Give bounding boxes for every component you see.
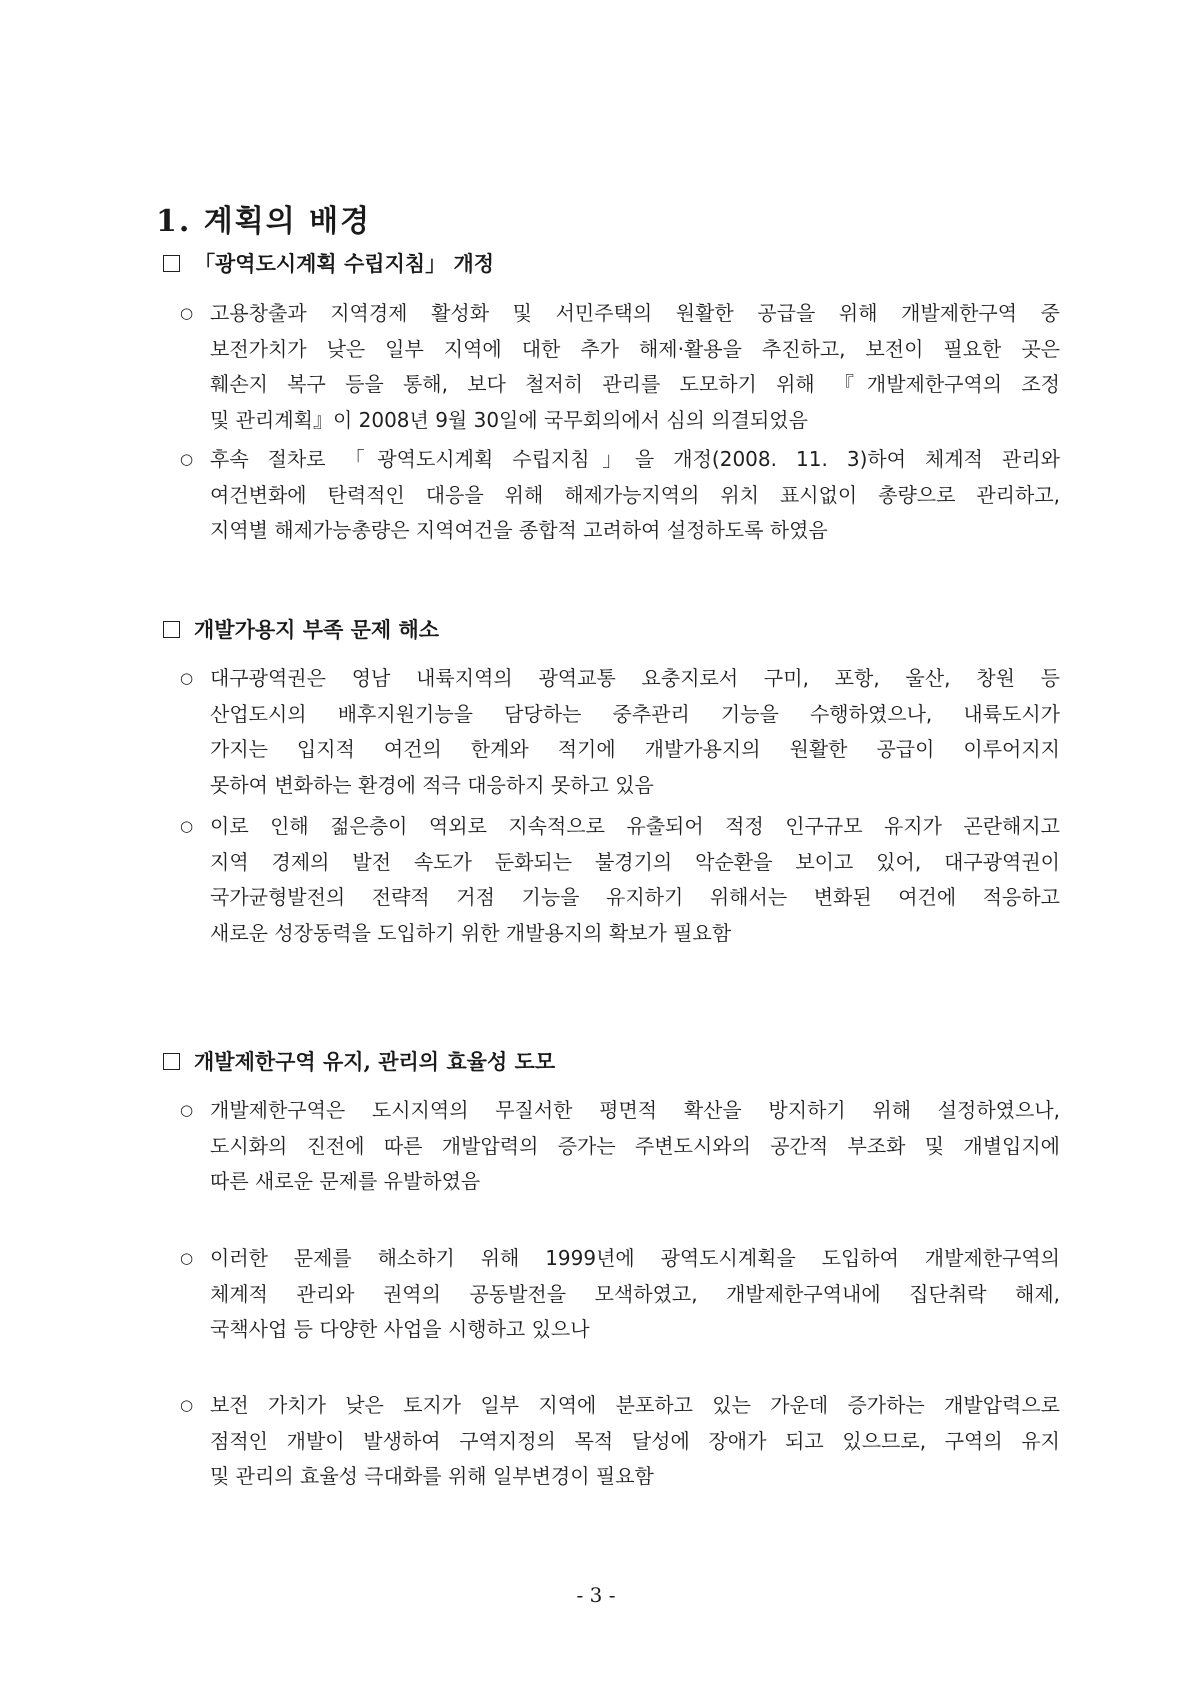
paragraph-line: 훼손지 복구 등을 통해, 보다 철저히 관리를 도모하기 위해 『개발제한구역의 조정 bbox=[210, 372, 1060, 396]
bullet-circle-icon: ○ bbox=[180, 1396, 194, 1414]
chapter-title: 1. 계획의 배경 bbox=[156, 204, 372, 239]
paragraph bbox=[180, 442, 1060, 549]
bullet-circle-icon: ○ bbox=[180, 669, 194, 687]
checkbox-square-icon bbox=[163, 255, 180, 272]
paragraph-line: 보전가치가 낮은 일부 지역에 대한 추가 해제·활용을 추진하고, 보전이 필요한 곳은 bbox=[210, 336, 1060, 361]
section-heading-text: 개발가용지 부족 문제 해소 bbox=[194, 617, 440, 642]
section-heading-efficiency bbox=[163, 1046, 555, 1076]
paragraph-line: 및 관리의 효율성 극대화를 위해 일부변경이 필요함 bbox=[210, 1464, 654, 1488]
paragraph-line: 보전 가치가 낮은 토지가 일부 지역에 분포하고 있는 가운데 증가하는 개발압력으로 bbox=[210, 1393, 1060, 1417]
paragraph-line: 새로운 성장동력을 도입하기 위한 개발용지의 확보가 필요함 bbox=[210, 920, 732, 945]
paragraph-line: 못하여 변화하는 환경에 적극 대응하지 못하고 있음 bbox=[210, 772, 654, 797]
paragraph-line: 고용창출과 지역경제 활성화 및 서민주택의 원활한 공급을 위해 개발제한구역 중 bbox=[210, 301, 1060, 325]
paragraph-line: 대구광역권은 영남 내륙지역의 광역교통 요충지로서 구미, 포항, 울산, 창원 등 bbox=[210, 666, 1060, 690]
bullet-circle-icon: ○ bbox=[180, 450, 194, 468]
paragraph-line: 지역별 해제가능총량은 지역여건을 종합적 고려하여 설정하도록 하였음 bbox=[210, 518, 828, 542]
paragraph-line: 점적인 개발이 발생하여 구역지정의 목적 달성에 장애가 되고 있으므로, 구역의 유지 bbox=[210, 1428, 1060, 1453]
paragraph-line: 국책사업 등 다양한 사업을 시행하고 있으나 bbox=[210, 1317, 590, 1341]
page-number: - 3 - bbox=[576, 1583, 616, 1607]
checkbox-square-icon bbox=[163, 1053, 180, 1070]
section-heading-land-shortage bbox=[163, 614, 439, 644]
paragraph-line: 및 관리계획』이 2008년 9월 30일에 국무회의에서 심의 의결되었음 bbox=[210, 407, 808, 432]
bullet-circle-icon: ○ bbox=[180, 1249, 194, 1267]
paragraph-line: 지역 경제의 발전 속도가 둔화되는 불경기의 악순환을 보이고 있어, 대구광역권이 bbox=[210, 849, 1060, 874]
paragraph-line: 여건변화에 탄력적인 대응을 위해 해제가능지역의 위치 표시없이 총량으로 관리하고, bbox=[210, 482, 1060, 507]
paragraph-line: 체계적 관리와 권역의 공동발전을 모색하였고, 개발제한구역내에 집단취락 해제, bbox=[210, 1281, 1060, 1306]
section-heading-guideline-revision bbox=[163, 248, 494, 278]
paragraph-line: 도시화의 진전에 따른 개발압력의 증가는 주변도시와의 공간적 부조화 및 개별입지에 bbox=[210, 1133, 1060, 1158]
paragraph-line: 산업도시의 배후지원기능을 담당하는 중추관리 기능을 수행하였으나, 내륙도시가 bbox=[210, 701, 1060, 726]
paragraph-line: 후속 절차로 「광역도시계획 수립지침」을 개정(2008. 11. 3)하여 체계적 관리와 bbox=[210, 447, 1060, 471]
bullet-circle-icon: ○ bbox=[180, 1101, 194, 1119]
paragraph-line: 이러한 문제를 해소하기 위해 1999년에 광역도시계획을 도입하여 개발제한구역의 bbox=[210, 1246, 1060, 1270]
section-heading-text: 「광역도시계획 수립지침」 개정 bbox=[194, 251, 495, 276]
paragraph bbox=[180, 661, 1060, 803]
paragraph-line: 가지는 입지적 여건의 한계와 적기에 개발가용지의 원활한 공급이 이루어지지 bbox=[210, 737, 1060, 761]
bullet-circle-icon: ○ bbox=[180, 817, 194, 835]
paragraph-line: 이로 인해 젊은층이 역외로 지속적으로 유출되어 적정 인구규모 유지가 곤란해지고 bbox=[210, 814, 1060, 838]
paragraph bbox=[180, 1388, 1060, 1495]
paragraph-line: 국가균형발전의 전략적 거점 기능을 유지하기 위해서는 변화된 여건에 적응하고 bbox=[210, 885, 1060, 909]
bullet-circle-icon: ○ bbox=[180, 304, 194, 322]
paragraph bbox=[180, 1241, 1060, 1348]
checkbox-square-icon bbox=[163, 621, 180, 638]
paragraph bbox=[180, 296, 1060, 438]
paragraph-line: 개발제한구역은 도시지역의 무질서한 평면적 확산을 방지하기 위해 설정하였으나, bbox=[210, 1098, 1060, 1122]
section-heading-text: 개발제한구역 유지, 관리의 효율성 도모 bbox=[194, 1049, 556, 1074]
paragraph-line: 따른 새로운 문제를 유발하였음 bbox=[210, 1169, 481, 1193]
paragraph bbox=[180, 1093, 1060, 1200]
paragraph bbox=[180, 809, 1060, 951]
